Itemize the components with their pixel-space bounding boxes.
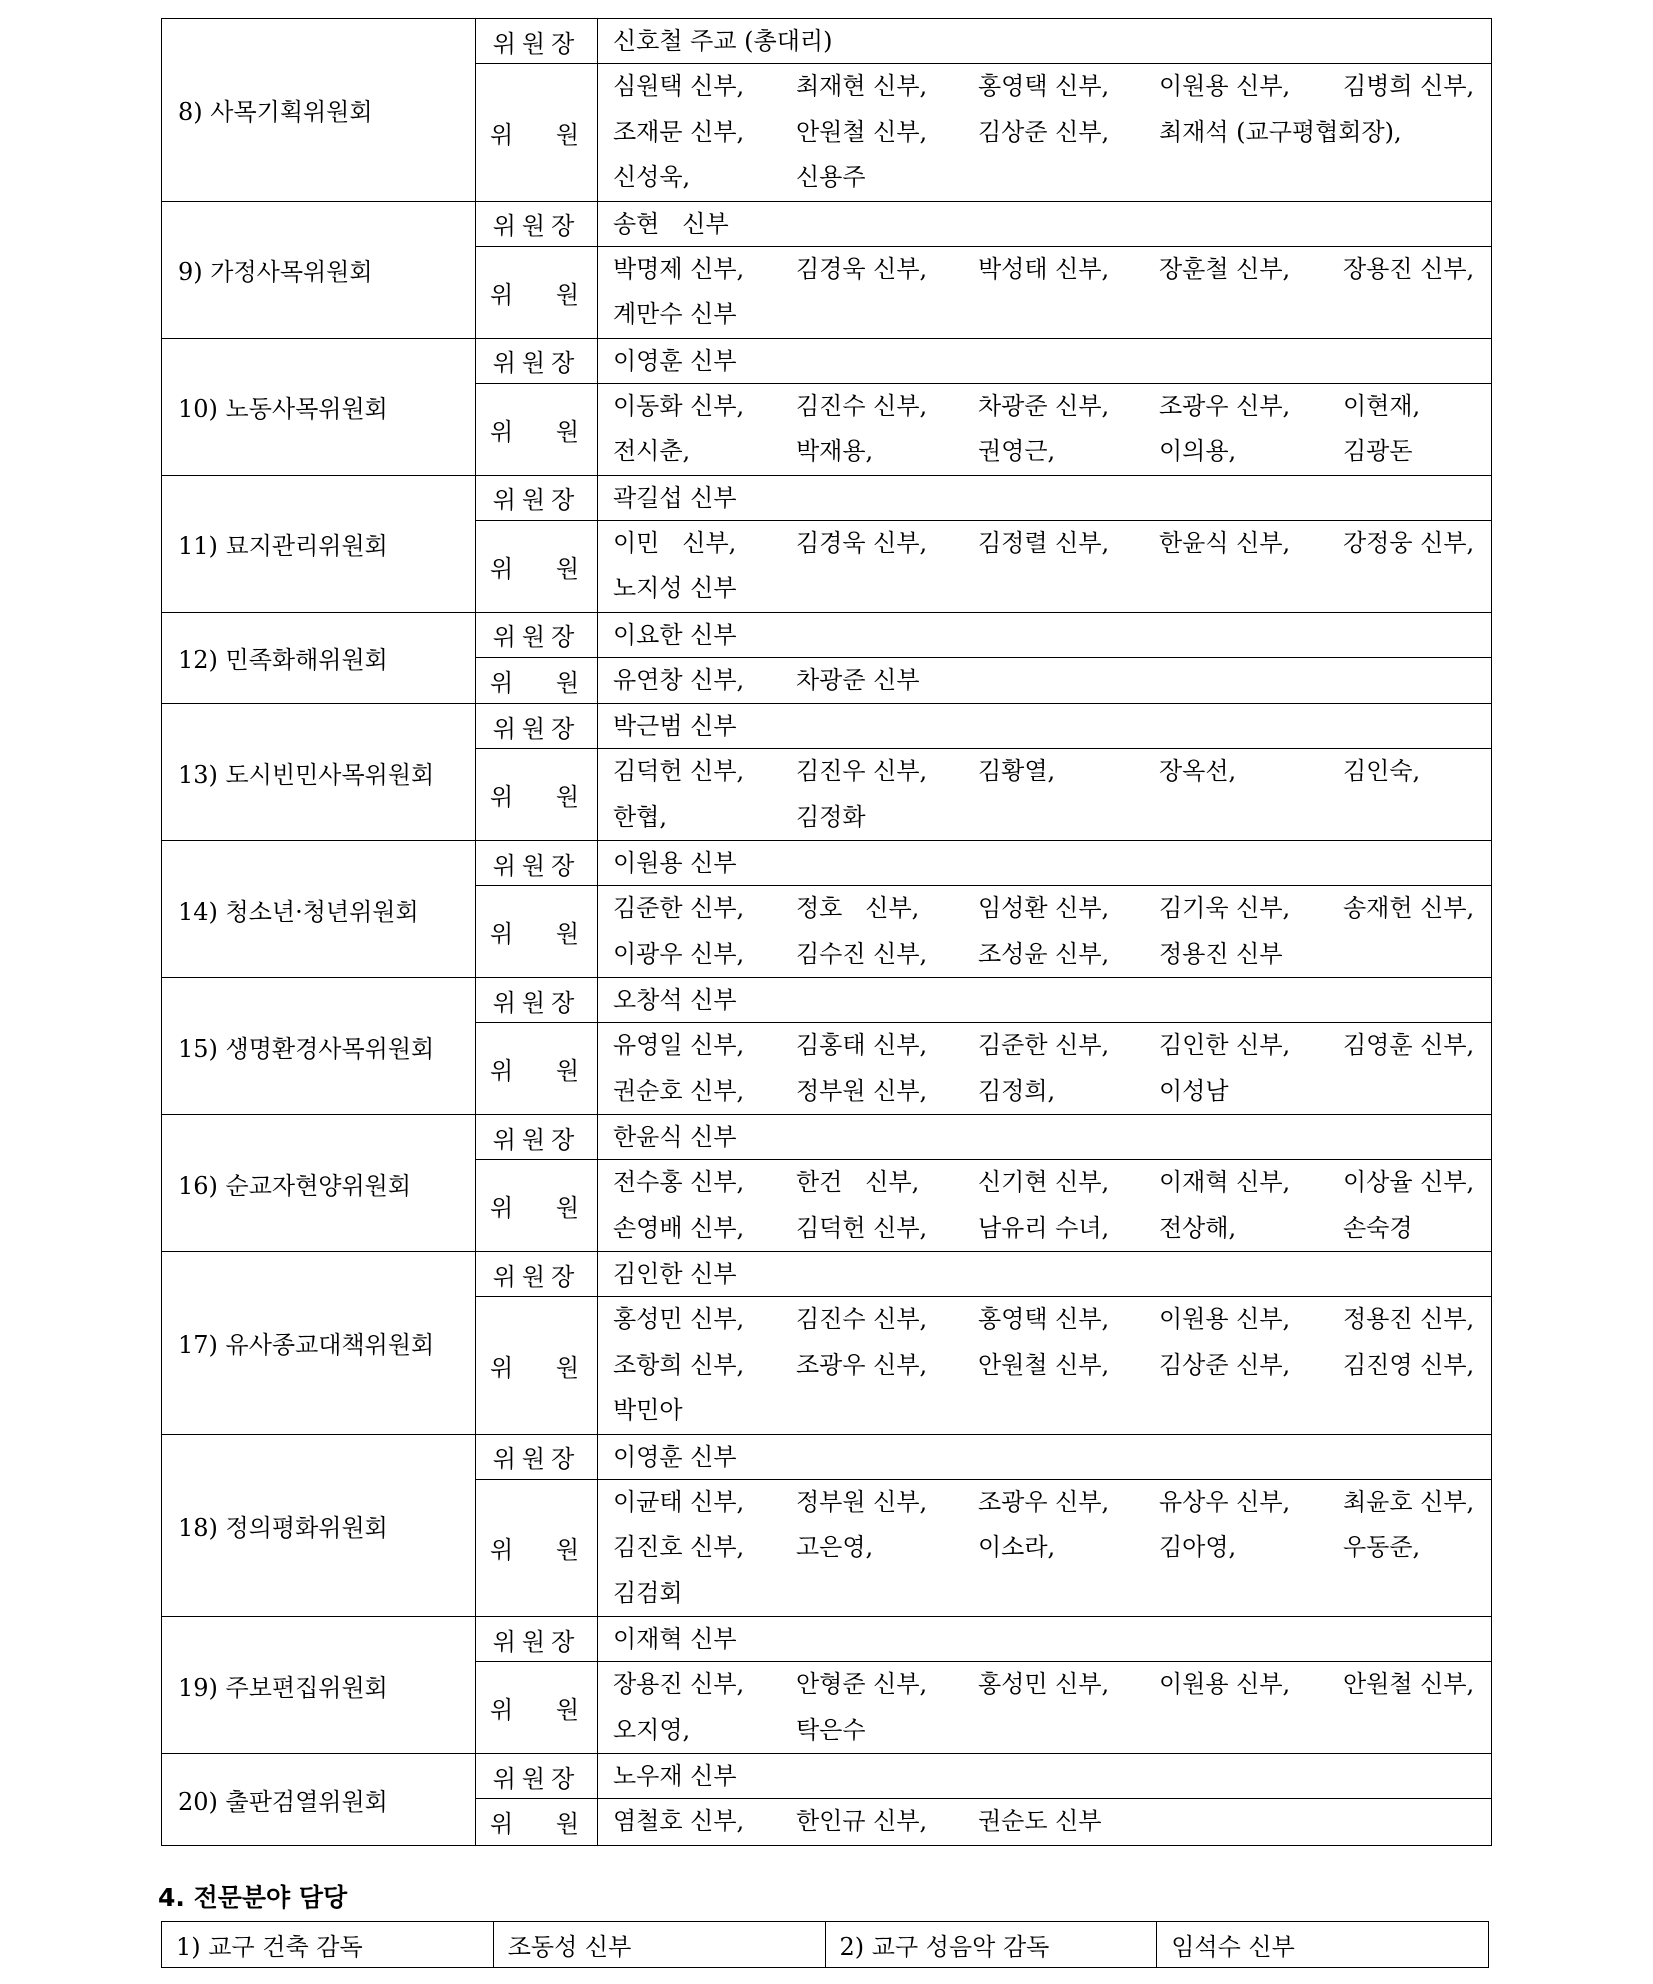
committee-row [162,19,1492,64]
member-name: 박민아 [613,1396,683,1424]
committee-name: 17) 유사종교대책위원회 [162,1252,476,1435]
member-label-char: 위 [490,1353,520,1382]
specialty-table [161,1921,1489,1968]
chair-name: 박근범 신부 [598,704,1492,749]
member-name: 계만수 신부 [613,300,737,328]
member-name: 정용진 신부, [1343,1305,1475,1333]
member-name: 이원용 신부, [1159,72,1291,100]
member-name: 한인규 신부, [796,1807,928,1835]
committee-name: 20) 출판검열위원회 [162,1754,476,1846]
member-name: 권영근, [978,437,1056,465]
committee-name: 19) 주보편집위원회 [162,1617,476,1754]
member-name: 이원용 신부, [1159,1305,1291,1333]
member-name: 김병희 신부, [1343,72,1475,100]
specialty-person-2: 임석수 신부 [1157,1922,1489,1968]
member-name: 이의용, [1159,437,1237,465]
member-name: 조광우 신부, [1159,391,1291,420]
specialty-title-1: 1) 교구 건축 감독 [162,1922,494,1968]
member-name: 차광준 신부, [978,391,1110,420]
members-line [613,1571,1491,1617]
members-line [613,749,1491,795]
specialty-person-1: 조동성 신부 [493,1922,825,1968]
chair-name: 송현 신부 [598,201,1492,246]
member-label [476,64,598,202]
member-name: 김경욱 신부, [796,528,928,557]
member-name: 차광준 신부 [796,665,920,694]
members-list [598,657,1492,704]
committee-row [162,704,1492,749]
member-label-char: 위 [490,920,520,948]
member-label-char: 위 [490,668,520,697]
member-name: 남유리 수녀, [978,1213,1110,1242]
member-label [476,657,598,704]
members-line [613,1069,1491,1115]
member-label-char: 위 [490,417,520,446]
members-line [613,1297,1491,1343]
members-list [598,1297,1492,1435]
member-name: 우동준, [1343,1533,1421,1561]
members-list [598,1023,1492,1115]
member-label-char: 원 [555,920,585,948]
member-name: 신용주 [796,163,866,191]
committee-row [162,978,1492,1023]
member-name: 이소라, [978,1533,1056,1561]
member-label [476,1160,598,1252]
member-label-char: 원 [555,783,585,811]
section-heading: 4. 전문분야 담당 [158,1883,348,1912]
member-label-char: 위 [490,120,520,149]
members-line [613,155,1491,201]
committee-name: 15) 생명환경사목위원회 [162,978,476,1115]
chair-name: 노우재 신부 [598,1754,1492,1799]
member-name: 탁은수 [796,1715,866,1744]
member-name: 김정화 [796,802,866,831]
member-name: 홍영택 신부, [978,72,1110,100]
member-name: 김덕헌 신부, [613,757,745,785]
member-label-char: 원 [555,1536,585,1565]
member-name: 김진우 신부, [796,757,928,785]
member-name: 심원택 신부, [613,72,745,100]
member-name: 홍영택 신부, [978,1305,1110,1333]
members-line [613,1799,1491,1845]
member-label [476,1023,598,1115]
member-name: 김영훈 신부, [1343,1031,1475,1059]
member-name: 김수진 신부, [796,939,928,968]
chair-name: 이재혁 신부 [598,1617,1492,1662]
committee-row [162,841,1492,886]
member-name: 장용진 신부, [613,1670,745,1698]
member-name: 김정렬 신부, [978,528,1110,557]
member-label-char: 위 [490,783,520,811]
member-name: 김경욱 신부, [796,254,928,283]
chair-name: 김인한 신부 [598,1252,1492,1297]
chair-label: 위원장 [476,978,598,1023]
members-line [613,566,1491,612]
member-name: 손영배 신부, [613,1213,745,1242]
member-label-char: 원 [555,1057,585,1085]
chair-label: 위원장 [476,704,598,749]
member-label [476,246,598,338]
committee-name: 16) 순교자현양위원회 [162,1115,476,1252]
members-line [613,1160,1491,1206]
member-name: 조광우 신부, [796,1350,928,1379]
members-line [613,932,1491,978]
member-label [476,1662,598,1754]
member-name: 권순도 신부 [978,1807,1102,1835]
member-label [476,1297,598,1435]
chair-name: 곽길섭 신부 [598,475,1492,520]
member-name: 정부원 신부, [796,1076,928,1105]
member-name: 이재혁 신부, [1159,1168,1291,1196]
member-name: 이상율 신부, [1343,1168,1475,1196]
member-name: 김덕헌 신부, [796,1213,928,1242]
member-name: 이성남 [1159,1076,1229,1105]
member-name: 최재석 (교구평협회장), [1159,117,1402,146]
chair-name: 이요한 신부 [598,612,1492,657]
chair-label: 위원장 [476,338,598,383]
member-name: 장훈철 신부, [1159,254,1291,283]
member-name: 안원철 신부, [1343,1670,1475,1698]
member-name: 장용진 신부, [1343,254,1475,283]
member-label-char: 원 [555,120,585,149]
members-list [598,64,1492,202]
members-line [613,1343,1491,1389]
members-list [598,1799,1492,1846]
members-line [613,1525,1491,1571]
member-name: 김기욱 신부, [1159,894,1291,922]
member-name: 김준한 신부, [613,894,745,922]
committee-row [162,1617,1492,1662]
member-name: 안원철 신부, [978,1350,1110,1379]
members-line [613,1708,1491,1754]
members-line [613,247,1491,293]
member-name: 정부원 신부, [796,1487,928,1516]
member-name: 김상준 신부, [978,117,1110,146]
member-name: 홍성민 신부, [978,1670,1110,1698]
committee-table [161,18,1492,1846]
chair-name: 한윤식 신부 [598,1115,1492,1160]
member-name: 이현재, [1343,391,1421,420]
chair-label: 위원장 [476,612,598,657]
member-label-char: 위 [490,1194,520,1222]
committee-name: 10) 노동사목위원회 [162,338,476,475]
member-label-char: 원 [555,1696,585,1724]
member-name: 김진수 신부, [796,1305,928,1333]
members-line [613,795,1491,841]
member-name: 박명제 신부, [613,254,745,283]
members-list [598,749,1492,841]
chair-label: 위원장 [476,1434,598,1479]
member-label-char: 원 [555,1810,585,1839]
members-line [613,1662,1491,1708]
member-name: 박성태 신부, [978,254,1110,283]
members-list [598,246,1492,338]
member-name: 한협, [613,802,667,831]
chair-name: 이영훈 신부 [598,1434,1492,1479]
chair-label: 위원장 [476,1252,598,1297]
committee-name: 12) 민족화해위원회 [162,612,476,704]
members-line [613,1480,1491,1526]
member-name: 조항희 신부, [613,1350,745,1379]
members-list [598,1160,1492,1252]
committee-row [162,1754,1492,1799]
member-name: 김상준 신부, [1159,1350,1291,1379]
committee-row [162,1115,1492,1160]
member-name: 김진영 신부, [1343,1350,1475,1379]
member-name: 권순호 신부, [613,1076,745,1105]
committee-row [162,201,1492,246]
member-name: 한건 신부, [796,1168,920,1196]
member-name: 강정웅 신부, [1343,528,1475,557]
chair-name: 이영훈 신부 [598,338,1492,383]
member-name: 고은영, [796,1533,874,1561]
member-name: 노지성 신부 [613,574,737,602]
member-label-char: 위 [490,554,520,583]
members-line [613,292,1491,338]
member-name: 조재문 신부, [613,117,745,146]
chair-label: 위원장 [476,1617,598,1662]
members-line [613,64,1491,110]
member-name: 염철호 신부, [613,1807,745,1835]
member-label-char: 위 [490,1057,520,1085]
specialty-title-2: 2) 교구 성음악 감독 [825,1922,1157,1968]
member-name: 조성윤 신부, [978,939,1110,968]
member-label-char: 원 [555,280,585,309]
member-name: 오지영, [613,1715,691,1744]
committee-name: 18) 정의평화위원회 [162,1434,476,1617]
committee-row [162,475,1492,520]
chair-label: 위원장 [476,201,598,246]
member-name: 이민 신부, [613,528,737,557]
member-label [476,383,598,475]
member-name: 김정희, [978,1076,1056,1105]
member-label-char: 위 [490,1536,520,1565]
member-name: 안원철 신부, [796,117,928,146]
member-name: 김홍태 신부, [796,1031,928,1059]
member-name: 김진수 신부, [796,391,928,420]
member-label-char: 위 [490,280,520,309]
chair-label: 위원장 [476,1754,598,1799]
members-line [613,658,1491,704]
member-name: 손숙경 [1343,1213,1413,1242]
member-name: 이동화 신부, [613,391,745,420]
chair-name: 오창석 신부 [598,978,1492,1023]
member-name: 전수홍 신부, [613,1168,745,1196]
member-name: 김아영, [1159,1533,1237,1561]
committee-name: 14) 청소년·청년위원회 [162,841,476,978]
member-name: 이광우 신부, [613,939,745,968]
member-label-char: 원 [555,1194,585,1222]
member-name: 유연창 신부, [613,665,745,694]
committee-row [162,1252,1492,1297]
member-name: 김인한 신부, [1159,1031,1291,1059]
member-name: 전상해, [1159,1213,1237,1242]
members-list [598,1662,1492,1754]
members-list [598,1479,1492,1617]
chair-label: 위원장 [476,19,598,64]
members-list [598,886,1492,978]
member-name: 전시춘, [613,437,691,465]
member-name: 안형준 신부, [796,1670,928,1698]
member-name: 이원용 신부, [1159,1670,1291,1698]
member-name: 최재현 신부, [796,72,928,100]
member-label-char: 위 [490,1810,520,1839]
member-name: 김광돈 [1343,437,1413,465]
chair-name: 이원용 신부 [598,841,1492,886]
members-line [613,384,1491,430]
members-line [613,1023,1491,1069]
members-line [613,521,1491,567]
members-line [613,110,1491,156]
chair-label: 위원장 [476,841,598,886]
member-label [476,1799,598,1846]
members-line [613,1206,1491,1252]
member-label-char: 원 [555,554,585,583]
member-name: 김진호 신부, [613,1533,745,1561]
member-name: 김황열, [978,757,1056,785]
member-name: 장옥선, [1159,757,1237,785]
member-name: 김준한 신부, [978,1031,1110,1059]
committee-row [162,338,1492,383]
specialty-row [162,1922,1489,1968]
member-name: 홍성민 신부, [613,1305,745,1333]
committee-name: 13) 도시빈민사목위원회 [162,704,476,841]
member-label [476,749,598,841]
members-line [613,1388,1491,1434]
member-name: 이균태 신부, [613,1487,745,1516]
member-label [476,886,598,978]
member-name: 박재용, [796,437,874,465]
member-name: 정호 신부, [796,894,920,922]
chair-label: 위원장 [476,1115,598,1160]
member-name: 송재헌 신부, [1343,894,1475,922]
member-label-char: 원 [555,417,585,446]
committee-row [162,612,1492,657]
committee-name: 8) 사목기획위원회 [162,19,476,202]
member-label [476,520,598,612]
member-name: 김검회 [613,1578,683,1607]
members-list [598,520,1492,612]
committee-name: 9) 가정사목위원회 [162,201,476,338]
member-label-char: 원 [555,1353,585,1382]
member-name: 최윤호 신부, [1343,1487,1475,1516]
member-name: 한윤식 신부, [1159,528,1291,557]
committee-name: 11) 묘지관리위원회 [162,475,476,612]
member-name: 정용진 신부 [1159,939,1283,968]
member-name: 유상우 신부, [1159,1487,1291,1516]
committee-row [162,1434,1492,1479]
members-list [598,383,1492,475]
member-label-char: 원 [555,668,585,697]
members-line [613,886,1491,932]
member-name: 신성욱, [613,163,691,191]
member-name: 유영일 신부, [613,1031,745,1059]
member-label [476,1479,598,1617]
chair-label: 위원장 [476,475,598,520]
members-line [613,429,1491,475]
member-name: 김인숙, [1343,757,1421,785]
member-label-char: 위 [490,1696,520,1724]
member-name: 임성환 신부, [978,894,1110,922]
member-name: 조광우 신부, [978,1487,1110,1516]
member-name: 신기현 신부, [978,1168,1110,1196]
chair-name: 신호철 주교 (총대리) [598,19,1492,64]
